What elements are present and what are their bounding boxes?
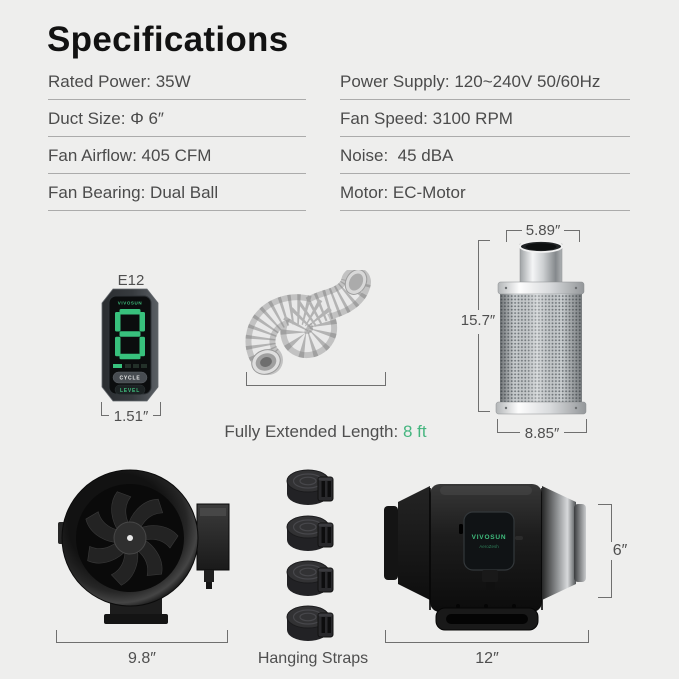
speed-controller-image [99,288,161,402]
inline-fan-front-image [52,466,232,628]
filter-top-flange [498,282,584,294]
spec-table-right-column [340,63,630,211]
fan-side-height-bracket-top [598,504,612,542]
spec-fan-speed: Fan Speed: 3100 RPM [340,100,630,137]
spec-fan-bearing: Fan Bearing: Dual Ball [48,174,306,211]
hanging-strap-icon [282,558,338,600]
fan-side-left-cone [398,486,430,600]
spec-fan-airflow: Fan Airflow: 405 CFM [48,137,306,174]
fan-side-height-dim: 6″ [612,542,628,559]
filter-height-dim: 15.7″ [460,312,496,329]
controller-brand-text: VIVOSUN [117,300,143,306]
level-indicator-bars [113,364,147,368]
fan-side-right-collar [574,504,586,582]
level-button-label: LEVEL [119,387,141,394]
carbon-filter-image [493,240,589,416]
spec-duct-size: Duct Size: Φ 6″ [48,100,306,137]
spec-table-left-column [48,63,306,211]
duct-length-value: 8 ft [402,422,427,441]
controller-model-label: E12 [117,272,145,289]
fan-front-width-dim: 9.8″ [128,650,156,667]
duct-length-bracket [246,372,386,386]
controller-width-dim: 1.51″ [113,408,149,425]
hanging-strap-icon [282,603,338,645]
flexible-duct-image [238,270,388,382]
inline-fan-side-image [382,476,588,636]
filter-base-bracket [497,419,587,442]
page-title: Specifications [47,20,289,59]
fan-series-text: AeroZesh [479,544,499,549]
filter-height-bracket-bottom [478,334,490,412]
cycle-button-label: CYCLE [119,375,141,382]
fan-side-height-bracket-bottom [598,560,612,598]
hanging-straps-label: Hanging Straps [257,650,369,667]
controller-width-bracket [101,402,161,425]
filter-height-bracket-top [478,240,490,310]
spec-motor: Motor: EC-Motor [340,174,630,211]
spec-rated-power: Rated Power: 35W [48,63,306,100]
spec-power-supply: Power Supply: 120~240V 50/60Hz [340,63,630,100]
spec-noise: Noise: 45 dBA [340,137,630,174]
hanging-strap-icon [282,467,338,509]
hanging-strap-icon [282,513,338,555]
duct-length-caption [176,402,456,462]
fan-side-width-dim: 12″ [475,650,499,667]
duct-length-label: Fully Extended Length: [224,422,403,441]
fan-side-right-cone [542,486,576,600]
filter-bottom-band [496,402,586,414]
fan-front-width-bracket [56,630,228,643]
fan-side-width-bracket [385,630,589,643]
fan-brand-text: VIVOSUN [471,534,507,541]
fan-side-left-collar [384,506,398,580]
fan-control-panel [464,512,514,570]
filter-flange-dim: 5.89″ [525,222,561,239]
filter-base-dim: 8.85″ [524,425,560,442]
